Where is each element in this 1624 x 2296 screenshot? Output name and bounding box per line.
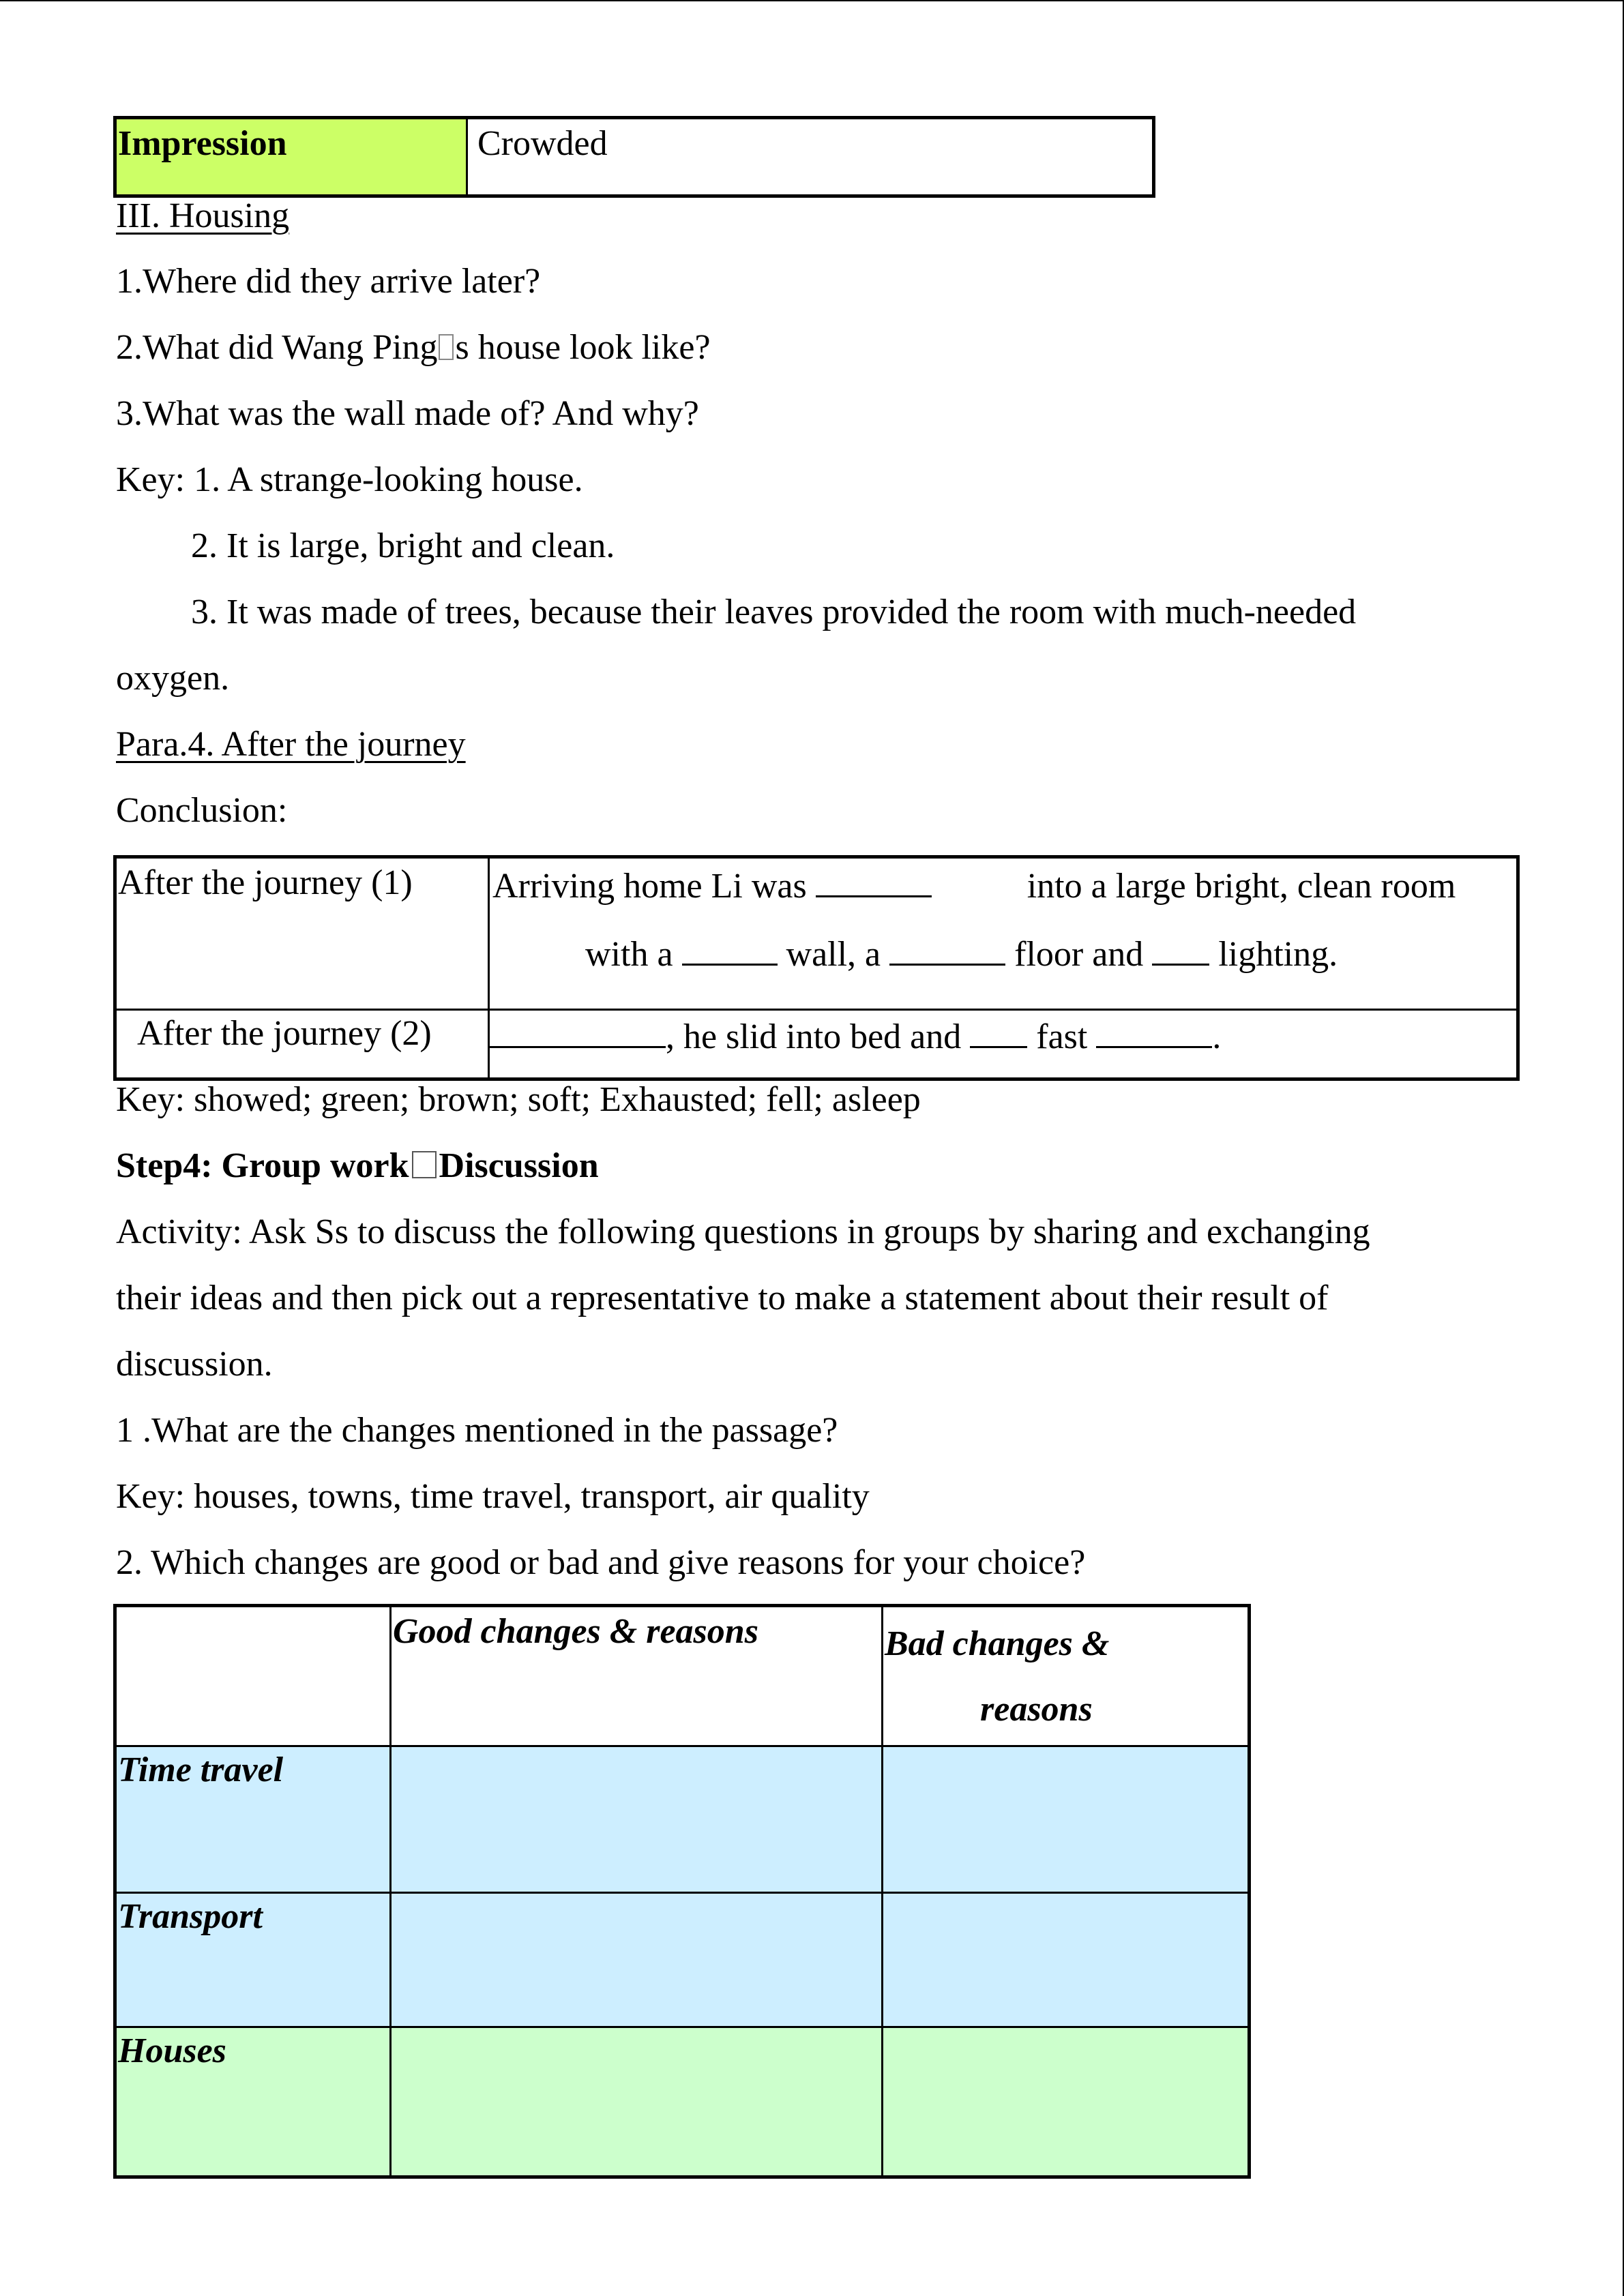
cell-bad-houses[interactable] [883, 2027, 1250, 2177]
row-label-houses: Houses [115, 2027, 391, 2177]
journey-row2-label: After the journey (2) [115, 1010, 489, 1079]
blank-asleep [1096, 1013, 1212, 1048]
activity-line-2: their ideas and then pick out a representative to make a statement about their result of [116, 1279, 1329, 1317]
table-row [115, 1746, 1250, 1893]
blank-showed [816, 863, 932, 897]
missing-glyph-box [412, 1151, 437, 1178]
impression-table [113, 116, 1155, 198]
question-1-key: Key: houses, towns, time travel, transport, air quality [116, 1477, 870, 1516]
housing-key-4: oxygen. [116, 659, 230, 698]
after-journey-table [113, 855, 1520, 1081]
cell-good-houses[interactable] [391, 2027, 883, 2177]
question-1: 1 .What are the changes mentioned in the passage? [116, 1411, 838, 1450]
header-bad-changes: Bad changes & reasons [883, 1606, 1250, 1746]
blank-soft [1152, 931, 1209, 966]
changes-header-empty [115, 1606, 391, 1746]
row-label-time-travel: Time travel [115, 1746, 391, 1893]
housing-question-3: 3.What was the wall made of? And why? [116, 394, 699, 433]
housing-key-3: 3. It was made of trees, because their leaves provided the room with much-needed [191, 593, 1357, 631]
housing-question-2: 2.What did Wang Ping s house look like? [116, 328, 711, 367]
housing-key-2: 2. It is large, bright and clean. [191, 526, 615, 565]
cell-good-transport[interactable] [391, 1893, 883, 2027]
journey-row2-content: , he slid into bed and fast . [489, 1010, 1518, 1079]
question-2: 2. Which changes are good or bad and give reasons for your choice? [116, 1543, 1086, 1582]
journey-key: Key: showed; green; brown; soft; Exhausted; fell; asleep [116, 1080, 921, 1119]
table-row [115, 2027, 1250, 2177]
cell-bad-time-travel[interactable] [883, 1746, 1250, 1893]
changes-table [113, 1604, 1251, 2179]
blank-exhausted [490, 1013, 666, 1048]
after-journey-heading: Para.4. After the journey [116, 725, 466, 764]
cell-good-time-travel[interactable] [391, 1746, 883, 1893]
impression-label: Impression [115, 118, 467, 196]
step4-heading: Step4: Group work Discussion [116, 1146, 599, 1185]
table-row [115, 1893, 1250, 2027]
impression-value: Crowded [467, 118, 1154, 196]
activity-line-3: discussion. [116, 1345, 273, 1384]
activity-line-1: Activity: Ask Ss to discuss the following questions in groups by sharing and exchanging [116, 1212, 1370, 1251]
housing-heading: III. Housing [116, 196, 290, 235]
cell-bad-transport[interactable] [883, 1893, 1250, 2027]
housing-question-1: 1.Where did they arrive later? [116, 262, 541, 301]
blank-brown [889, 931, 1005, 966]
header-good-changes: Good changes & reasons [391, 1606, 883, 1746]
missing-glyph-box [439, 334, 454, 360]
journey-row1-label: After the journey (1) [115, 857, 489, 1010]
journey-row1-content: Arriving home Li was into a large bright, clean room with a wall, a floor and lighting. [489, 857, 1518, 1010]
blank-fell [970, 1013, 1027, 1048]
conclusion-label: Conclusion: [116, 791, 288, 830]
housing-key-1: Key: 1. A strange-looking house. [116, 460, 583, 499]
row-label-transport: Transport [115, 1893, 391, 2027]
blank-green [682, 931, 778, 966]
